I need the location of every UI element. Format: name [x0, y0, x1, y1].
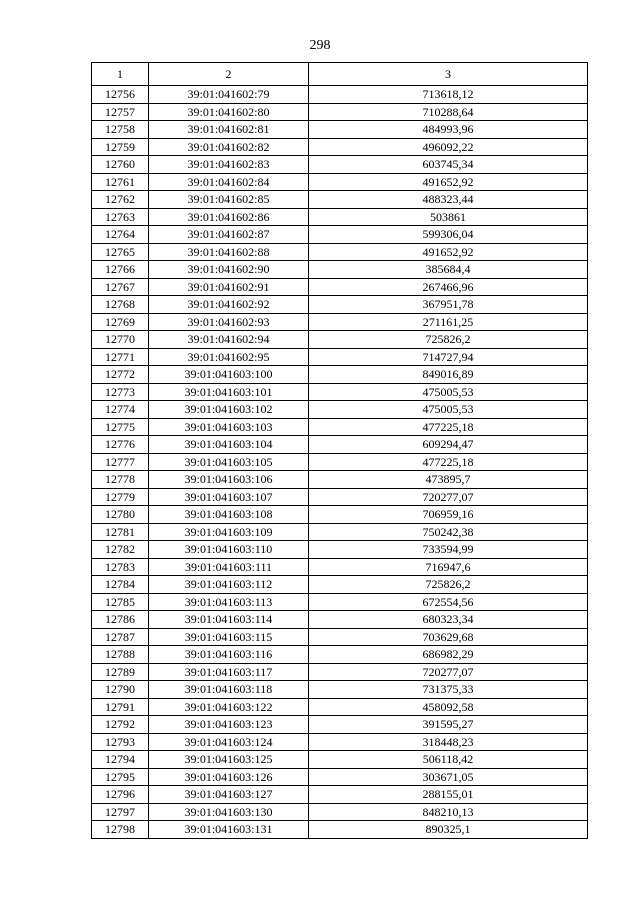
row-number-cell: 12758: [92, 121, 149, 139]
value-cell: 599306,04: [309, 226, 588, 244]
value-cell: 391595,27: [309, 716, 588, 734]
value-cell: 720277,07: [309, 663, 588, 681]
value-cell: 475005,53: [309, 401, 588, 419]
table-body: [92, 86, 588, 839]
value-cell: 271161,25: [309, 313, 588, 331]
cadastral-number-cell: 39:01:041602:84: [149, 173, 309, 191]
row-number-cell: 12789: [92, 663, 149, 681]
table-row: [92, 506, 588, 524]
table-row: [92, 121, 588, 139]
value-cell: 890325,1: [309, 821, 588, 839]
cadastral-value-table: [91, 62, 588, 839]
cadastral-number-cell: 39:01:041603:107: [149, 488, 309, 506]
cadastral-number-cell: 39:01:041603:126: [149, 768, 309, 786]
cadastral-number-cell: 39:01:041602:88: [149, 243, 309, 261]
column-header-2: 2: [149, 63, 309, 86]
table-row: [92, 803, 588, 821]
cadastral-number-cell: 39:01:041602:82: [149, 138, 309, 156]
page-number: 298: [309, 38, 331, 53]
value-cell: 506118,42: [309, 751, 588, 769]
value-cell: 713618,12: [309, 86, 588, 104]
cadastral-number-cell: 39:01:041602:81: [149, 121, 309, 139]
row-number-cell: 12781: [92, 523, 149, 541]
column-header-3: 3: [309, 63, 588, 86]
value-cell: 475005,53: [309, 383, 588, 401]
cadastral-number-cell: 39:01:041602:94: [149, 331, 309, 349]
row-number-cell: 12793: [92, 733, 149, 751]
table-row: [92, 576, 588, 594]
value-cell: 725826,2: [309, 331, 588, 349]
row-number-cell: 12790: [92, 681, 149, 699]
value-cell: 503861: [309, 208, 588, 226]
cadastral-number-cell: 39:01:041603:103: [149, 418, 309, 436]
value-cell: 733594,99: [309, 541, 588, 559]
table-row: [92, 243, 588, 261]
cadastral-number-cell: 39:01:041602:79: [149, 86, 309, 104]
table-row: [92, 733, 588, 751]
table-row: [92, 471, 588, 489]
value-cell: 473895,7: [309, 471, 588, 489]
row-number-cell: 12783: [92, 558, 149, 576]
row-number-cell: 12787: [92, 628, 149, 646]
table-row: [92, 488, 588, 506]
row-number-cell: 12797: [92, 803, 149, 821]
table-row: [92, 278, 588, 296]
row-number-cell: 12764: [92, 226, 149, 244]
table-row: [92, 138, 588, 156]
table-row: [92, 628, 588, 646]
table-row: [92, 226, 588, 244]
table-row: [92, 681, 588, 699]
row-number-cell: 12763: [92, 208, 149, 226]
cadastral-number-cell: 39:01:041603:124: [149, 733, 309, 751]
cadastral-number-cell: 39:01:041602:92: [149, 296, 309, 314]
row-number-cell: 12784: [92, 576, 149, 594]
row-number-cell: 12775: [92, 418, 149, 436]
table-row: [92, 698, 588, 716]
cadastral-number-cell: 39:01:041603:113: [149, 593, 309, 611]
table-row: [92, 716, 588, 734]
cadastral-number-cell: 39:01:041603:117: [149, 663, 309, 681]
cadastral-number-cell: 39:01:041603:110: [149, 541, 309, 559]
row-number-cell: 12770: [92, 331, 149, 349]
row-number-cell: 12782: [92, 541, 149, 559]
row-number-cell: 12779: [92, 488, 149, 506]
row-number-cell: 12772: [92, 366, 149, 384]
value-cell: 716947,6: [309, 558, 588, 576]
value-cell: 710288,64: [309, 103, 588, 121]
value-cell: 367951,78: [309, 296, 588, 314]
cadastral-number-cell: 39:01:041603:100: [149, 366, 309, 384]
value-cell: 731375,33: [309, 681, 588, 699]
value-cell: 288155,01: [309, 786, 588, 804]
value-cell: 496092,22: [309, 138, 588, 156]
value-cell: 750242,38: [309, 523, 588, 541]
row-number-cell: 12768: [92, 296, 149, 314]
cadastral-number-cell: 39:01:041603:116: [149, 646, 309, 664]
row-number-cell: 12757: [92, 103, 149, 121]
cadastral-number-cell: 39:01:041603:131: [149, 821, 309, 839]
row-number-cell: 12759: [92, 138, 149, 156]
row-number-cell: 12788: [92, 646, 149, 664]
table-row: [92, 418, 588, 436]
row-number-cell: 12785: [92, 593, 149, 611]
cadastral-number-cell: 39:01:041603:125: [149, 751, 309, 769]
row-number-cell: 12761: [92, 173, 149, 191]
cadastral-number-cell: 39:01:041603:122: [149, 698, 309, 716]
cadastral-number-cell: 39:01:041602:80: [149, 103, 309, 121]
row-number-cell: 12767: [92, 278, 149, 296]
value-cell: 318448,23: [309, 733, 588, 751]
table-row: [92, 348, 588, 366]
table-header-row: [92, 63, 588, 86]
table-row: [92, 558, 588, 576]
table-row: [92, 821, 588, 839]
row-number-cell: 12791: [92, 698, 149, 716]
table-row: [92, 156, 588, 174]
cadastral-number-cell: 39:01:041603:109: [149, 523, 309, 541]
table-row: [92, 103, 588, 121]
value-cell: 484993,96: [309, 121, 588, 139]
value-cell: 703629,68: [309, 628, 588, 646]
value-cell: 725826,2: [309, 576, 588, 594]
row-number-cell: 12794: [92, 751, 149, 769]
table-row: [92, 541, 588, 559]
cadastral-number-cell: 39:01:041603:127: [149, 786, 309, 804]
column-header-1: 1: [92, 63, 149, 86]
value-cell: 458092,58: [309, 698, 588, 716]
cadastral-number-cell: 39:01:041603:105: [149, 453, 309, 471]
table-row: [92, 646, 588, 664]
cadastral-number-cell: 39:01:041603:123: [149, 716, 309, 734]
value-cell: 672554,56: [309, 593, 588, 611]
value-cell: 680323,34: [309, 611, 588, 629]
cadastral-number-cell: 39:01:041602:91: [149, 278, 309, 296]
value-cell: 477225,18: [309, 453, 588, 471]
row-number-cell: 12760: [92, 156, 149, 174]
table-row: [92, 173, 588, 191]
table-row: [92, 786, 588, 804]
row-number-cell: 12776: [92, 436, 149, 454]
value-cell: 267466,96: [309, 278, 588, 296]
row-number-cell: 12769: [92, 313, 149, 331]
row-number-cell: 12795: [92, 768, 149, 786]
row-number-cell: 12766: [92, 261, 149, 279]
table-row: [92, 208, 588, 226]
row-number-cell: 12773: [92, 383, 149, 401]
value-cell: 303671,05: [309, 768, 588, 786]
row-number-cell: 12777: [92, 453, 149, 471]
value-cell: 609294,47: [309, 436, 588, 454]
cadastral-number-cell: 39:01:041602:90: [149, 261, 309, 279]
row-number-cell: 12765: [92, 243, 149, 261]
value-cell: 849016,89: [309, 366, 588, 384]
row-number-cell: 12796: [92, 786, 149, 804]
value-cell: 491652,92: [309, 173, 588, 191]
table-row: [92, 296, 588, 314]
cadastral-number-cell: 39:01:041603:111: [149, 558, 309, 576]
row-number-cell: 12786: [92, 611, 149, 629]
value-cell: 385684,4: [309, 261, 588, 279]
table-row: [92, 593, 588, 611]
value-cell: 848210,13: [309, 803, 588, 821]
cadastral-number-cell: 39:01:041602:93: [149, 313, 309, 331]
cadastral-number-cell: 39:01:041603:114: [149, 611, 309, 629]
value-cell: 477225,18: [309, 418, 588, 436]
cadastral-number-cell: 39:01:041603:106: [149, 471, 309, 489]
value-cell: 706959,16: [309, 506, 588, 524]
cadastral-number-cell: 39:01:041602:95: [149, 348, 309, 366]
value-cell: 686982,29: [309, 646, 588, 664]
cadastral-number-cell: 39:01:041602:86: [149, 208, 309, 226]
table-row: [92, 751, 588, 769]
table-row: [92, 663, 588, 681]
table-row: [92, 86, 588, 104]
table-row: [92, 383, 588, 401]
cadastral-number-cell: 39:01:041602:87: [149, 226, 309, 244]
table-row: [92, 331, 588, 349]
cadastral-number-cell: 39:01:041603:104: [149, 436, 309, 454]
cadastral-number-cell: 39:01:041603:101: [149, 383, 309, 401]
row-number-cell: 12780: [92, 506, 149, 524]
table-row: [92, 261, 588, 279]
row-number-cell: 12771: [92, 348, 149, 366]
row-number-cell: 12798: [92, 821, 149, 839]
value-cell: 488323,44: [309, 191, 588, 209]
table-row: [92, 453, 588, 471]
row-number-cell: 12774: [92, 401, 149, 419]
cadastral-number-cell: 39:01:041602:83: [149, 156, 309, 174]
row-number-cell: 12756: [92, 86, 149, 104]
table-row: [92, 191, 588, 209]
table-row: [92, 313, 588, 331]
cadastral-number-cell: 39:01:041603:130: [149, 803, 309, 821]
table-row: [92, 366, 588, 384]
cadastral-number-cell: 39:01:041602:85: [149, 191, 309, 209]
row-number-cell: 12792: [92, 716, 149, 734]
row-number-cell: 12778: [92, 471, 149, 489]
table-row: [92, 436, 588, 454]
row-number-cell: 12762: [92, 191, 149, 209]
cadastral-number-cell: 39:01:041603:118: [149, 681, 309, 699]
table-row: [92, 523, 588, 541]
value-cell: 720277,07: [309, 488, 588, 506]
cadastral-number-cell: 39:01:041603:102: [149, 401, 309, 419]
cadastral-number-cell: 39:01:041603:115: [149, 628, 309, 646]
cadastral-number-cell: 39:01:041603:112: [149, 576, 309, 594]
cadastral-number-cell: 39:01:041603:108: [149, 506, 309, 524]
table-row: [92, 768, 588, 786]
table-row: [92, 401, 588, 419]
value-cell: 714727,94: [309, 348, 588, 366]
value-cell: 603745,34: [309, 156, 588, 174]
value-cell: 491652,92: [309, 243, 588, 261]
table-row: [92, 611, 588, 629]
